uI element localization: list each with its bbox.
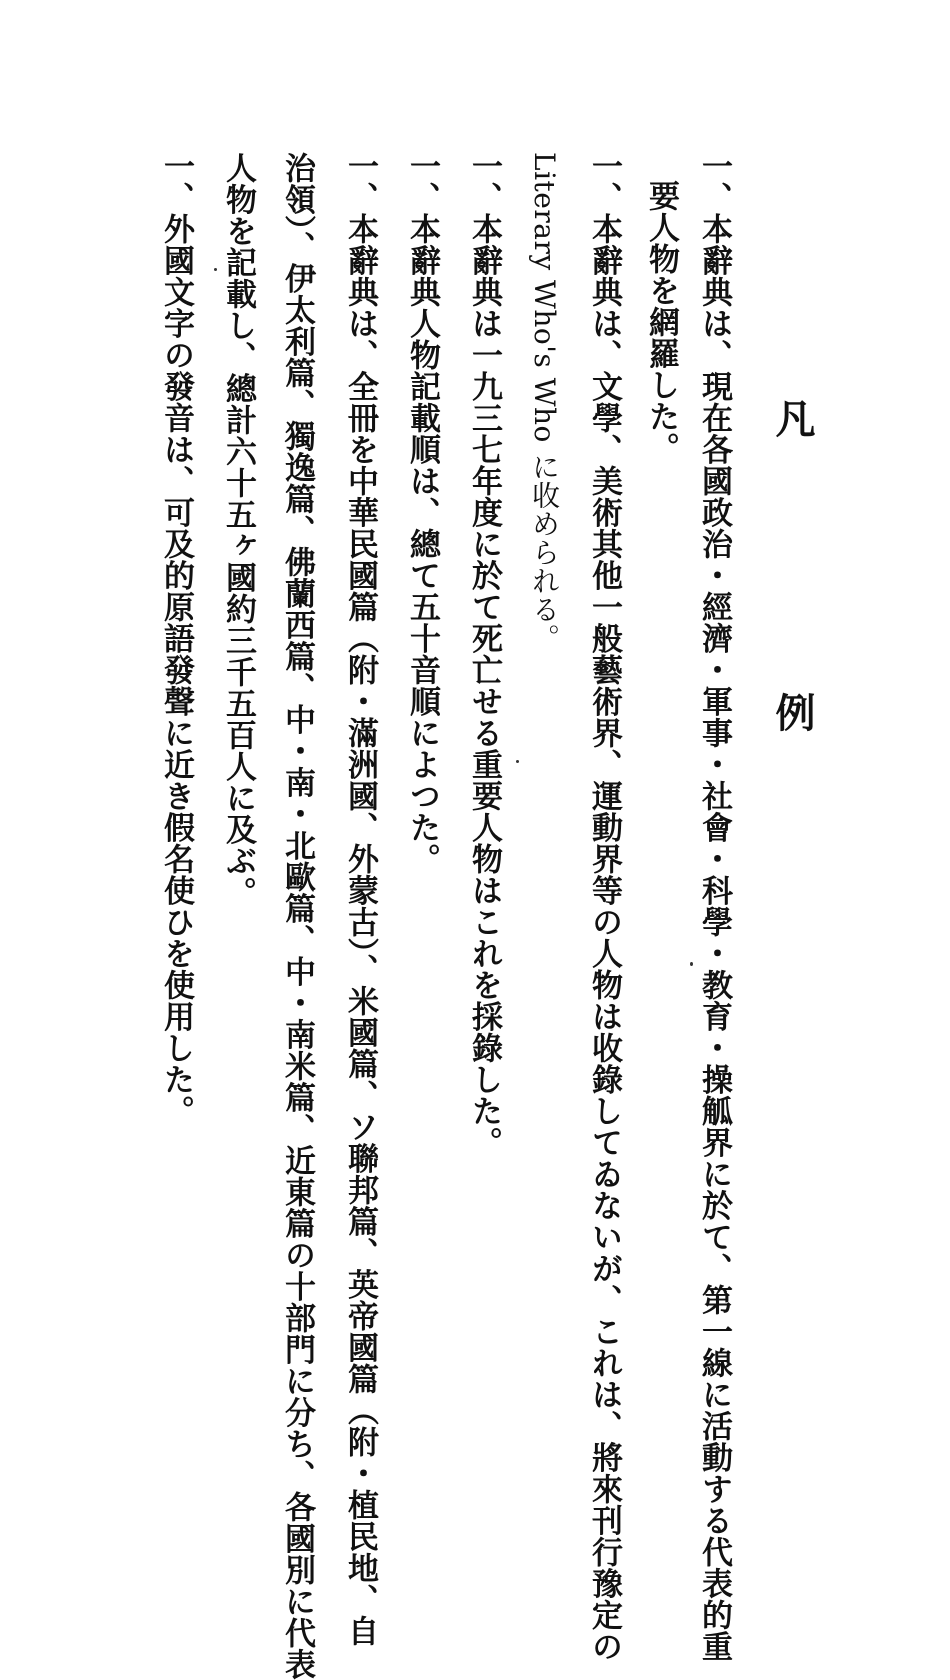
text-line-5: 一、本辭典は一九三七年度に於て死亡せる重要人物はこれを採錄した。 [466, 150, 502, 1158]
text-line-2: 要人物を網羅した。 [643, 180, 679, 464]
text-line-8: 治領）、伊太利篇、獨逸篇、佛蘭西篇、中・南・北歐篇、中・南米篇、近東篇の十部門に分ち、各國別に代表 [279, 152, 315, 1680]
text-line-7: 一、本辭典は、全冊を中華民國篇（附・滿洲國、外蒙古）、米國篇、ソ聯邦篇、英帝國篇（附・植民地、自 [342, 150, 378, 1647]
text-line-9: 人物を記載し、總計六十五ヶ國約三千五百人に及ぶ。 [220, 152, 256, 908]
scan-speck [214, 268, 217, 271]
text-line-1: 一、本辭典は、現在各國政治・經濟・軍事・社會・科學・教育・操觚界に於て、第一線に活動する代表的重 [696, 150, 732, 1662]
scan-speck [516, 760, 519, 763]
text-line-3: 一、本辭典は、文學、美術其他一般藝術界、運動界等の人物は收錄してゐないが、これは、將來刊行豫定の [586, 150, 622, 1662]
page-title: 凡 例 [769, 398, 816, 852]
text-line-4: Literary Who's Who に收められる。 [528, 152, 561, 652]
text-line-10: 一、外國文字の發音は、可及的原語發聲に近き假名使ひを使用した。 [158, 150, 194, 1127]
scan-speck [690, 962, 693, 966]
text-line-6: 一、本辭典人物記載順は、總て五十音順によつた。 [404, 150, 440, 875]
